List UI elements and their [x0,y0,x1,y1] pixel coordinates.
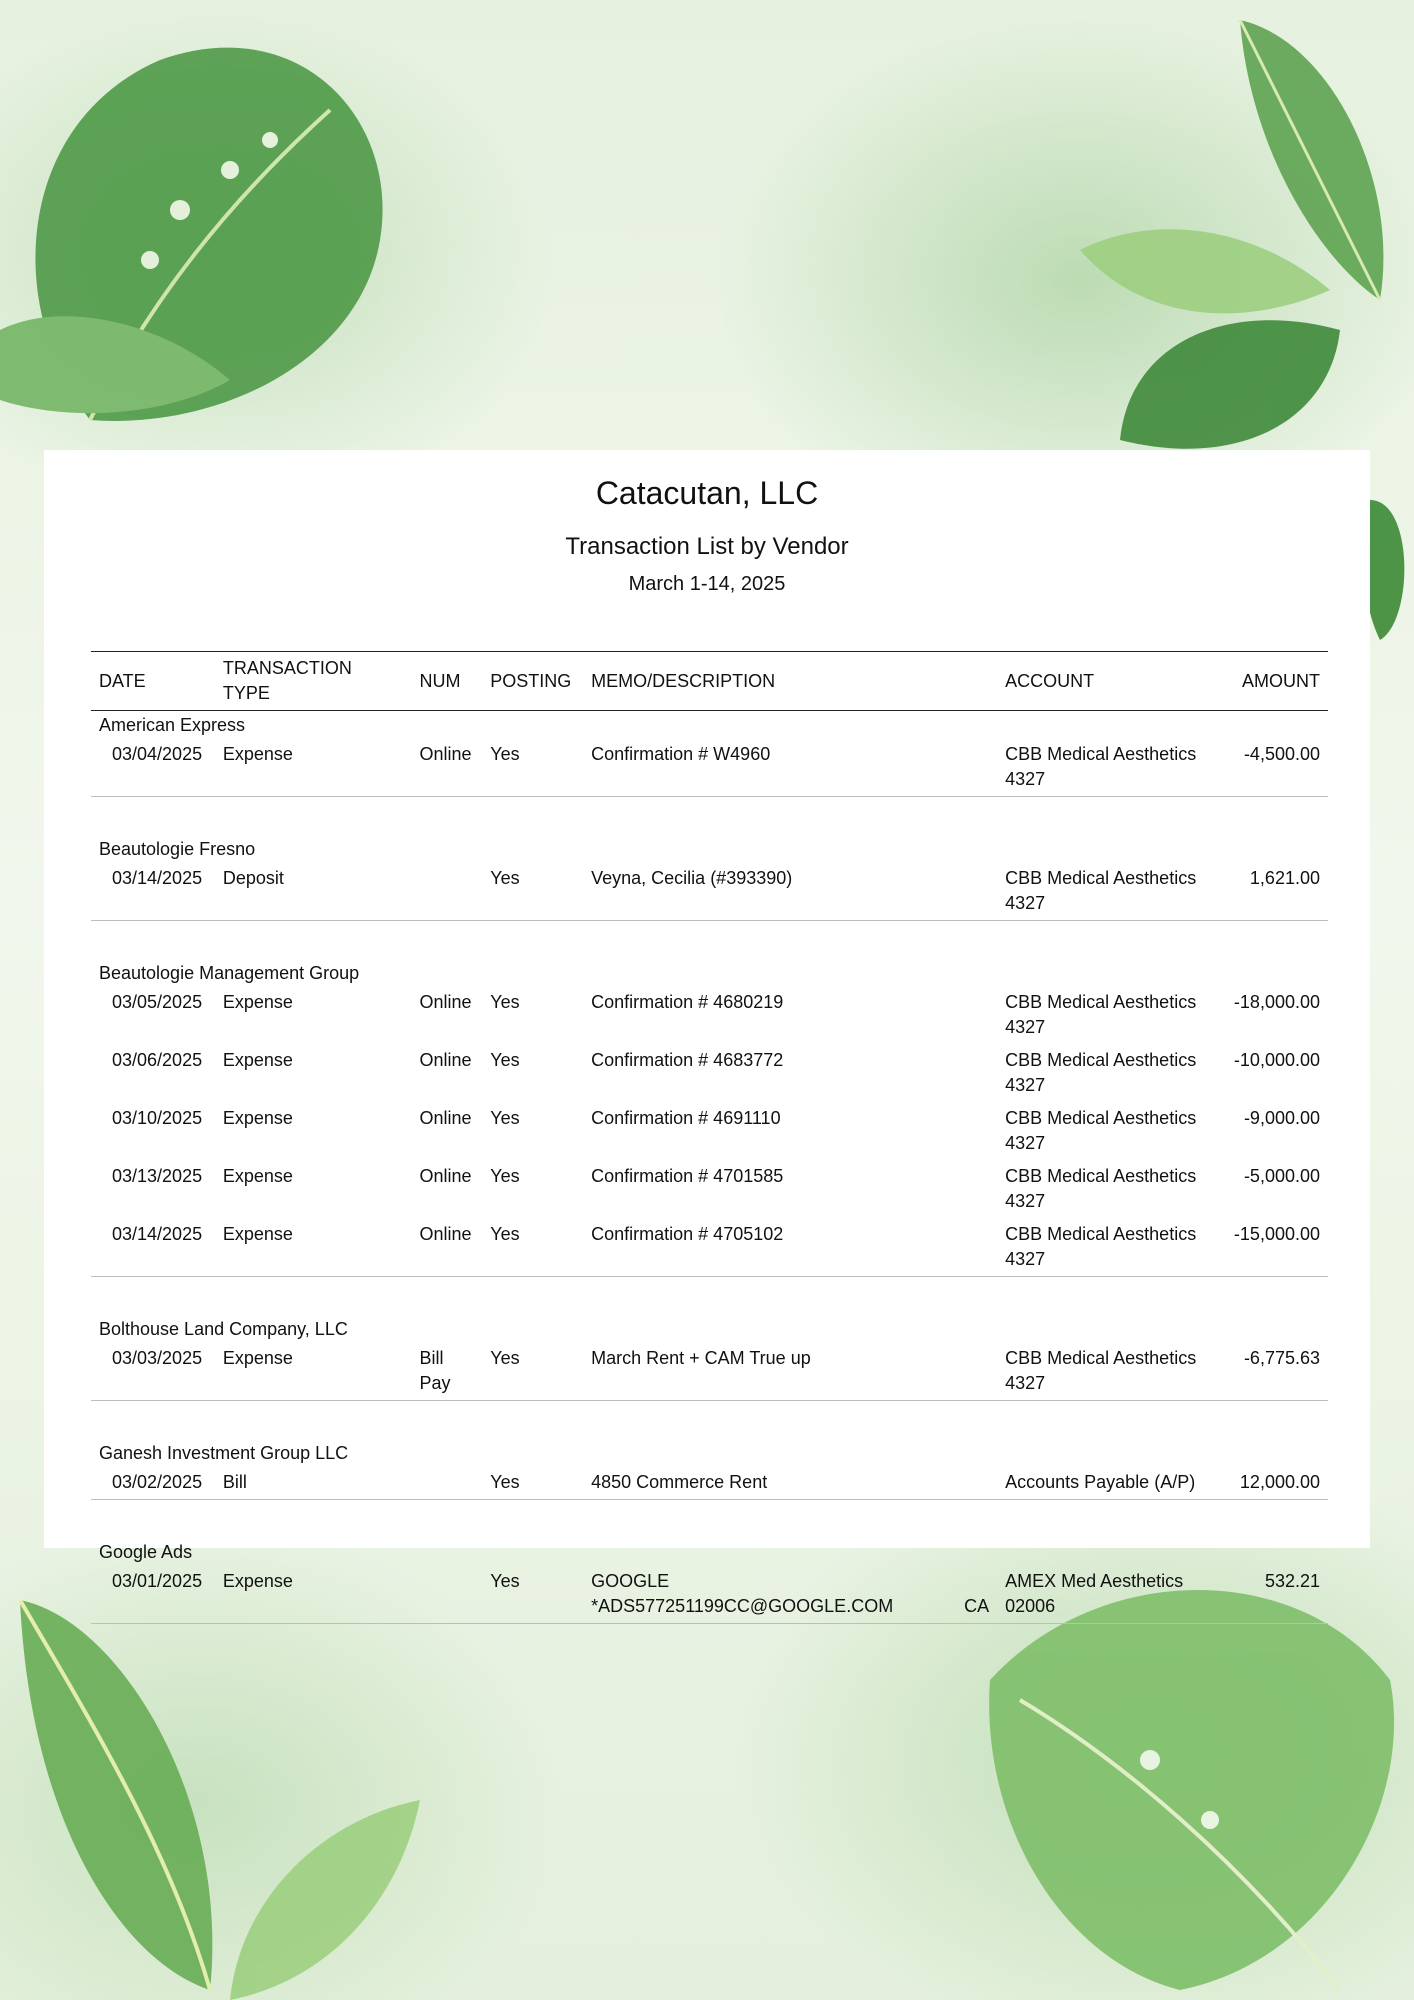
cell-memo [583,1565,997,1624]
vendor-name: Bolthouse Land Company, LLC [99,1319,348,1339]
vendor-header-row [91,1538,1328,1565]
cell-amount: 1,621.00 [1222,862,1328,921]
cell-amount: -9,000.00 [1243,1108,1320,1128]
vendor-name: Ganesh Investment Group LLC [99,1443,349,1463]
cell-memo [583,738,997,797]
cell-type: Expense [222,1166,293,1186]
vendor-header-row [91,835,1328,862]
vendor-header-row [91,711,1328,739]
memo-content [591,990,989,1015]
cell-date: 03/06/2025 [112,1050,203,1070]
cell-posting: Yes [490,1108,520,1128]
column-header-amount: AMOUNT [1222,652,1328,711]
cell-type: Expense [222,992,293,1012]
cell-num: Online [411,1218,482,1277]
cell-num: Bill Pay [411,1342,482,1401]
cell-date: 03/10/2025 [112,1108,203,1128]
cell-type: Expense [215,1565,412,1624]
cell-num [411,1466,482,1500]
cell-memo [583,1044,997,1102]
cell-posting: Yes [482,1218,583,1277]
column-header-date: DATE [91,652,215,711]
memo-content [591,1048,989,1073]
cell-amount: 532.21 [1222,1565,1328,1624]
cell-num [411,862,482,921]
cell-date: 03/13/2025 [112,1166,203,1186]
cell-posting: Yes [490,992,520,1012]
group-spacer [91,1500,1328,1539]
cell-amount: -15,000.00 [1222,1218,1328,1277]
group-spacer [91,1401,1328,1440]
vendor-header-row [91,1439,1328,1466]
cell-date: 03/02/2025 [91,1466,215,1500]
column-header-type: TRANSACTION TYPE [215,652,412,711]
memo-text: Veyna, Cecilia (#393390) [591,868,793,888]
cell-num: Online [419,992,472,1012]
cell-account: CBB Medical Aesthetics 4327 [1005,1050,1197,1095]
table-row [91,1466,1328,1500]
cell-num [411,1565,482,1624]
report-title: Transaction List by Vendor [565,533,849,560]
cell-type: Expense [222,1108,293,1128]
group-spacer-cell [91,1500,1328,1539]
cell-memo [583,1160,997,1218]
vendor-name: Beautologie Management Group [99,963,360,983]
cell-date: 03/04/2025 [91,738,215,797]
cell-account: CBB Medical Aesthetics 4327 [997,1342,1222,1401]
company-name: Catacutan, LLC [595,475,819,511]
cell-date: 03/05/2025 [112,992,203,1012]
table-row [91,1102,1328,1160]
cell-type: Expense [222,1050,293,1070]
cell-posting: Yes [482,1466,583,1500]
report-period: March 1-14, 2025 [628,573,786,595]
cell-date: 03/01/2025 [91,1565,215,1624]
group-spacer [91,1277,1328,1316]
column-header-num: NUM [411,652,482,711]
column-header-account: ACCOUNT [997,652,1222,711]
memo-state: CA [964,1596,990,1616]
memo-text: Confirmation # W4960 [591,744,771,764]
group-spacer-cell [91,797,1328,836]
cell-posting: Yes [482,862,583,921]
group-spacer [91,921,1328,960]
memo-content [591,866,989,891]
table-row [91,1342,1328,1401]
cell-posting: Yes [482,1342,583,1401]
cell-memo [583,862,997,921]
cell-date: 03/14/2025 [91,862,215,921]
group-spacer-cell [91,1401,1328,1440]
memo-content [591,1470,989,1495]
table-row [91,986,1328,1044]
cell-memo [583,1466,997,1500]
memo-text: Confirmation # 4705102 [591,1224,784,1244]
table-header-row [91,652,1328,711]
cell-account: CBB Medical Aesthetics 4327 [997,1218,1222,1277]
cell-date: 03/14/2025 [91,1218,215,1277]
memo-content [591,1164,989,1189]
memo-text: Confirmation # 4691110 [591,1108,781,1128]
report-sheet [44,450,1370,1616]
cell-type: Deposit [215,862,412,921]
cell-posting: Yes [490,1050,520,1070]
memo-text: Confirmation # 4680219 [591,992,784,1012]
cell-amount: -5,000.00 [1243,1166,1320,1186]
cell-amount: 12,000.00 [1222,1466,1328,1500]
column-header-memo: MEMO/DESCRIPTION [583,652,997,711]
memo-content [591,742,989,767]
memo-content [591,1222,989,1247]
group-spacer-cell [91,1277,1328,1316]
cell-account: CBB Medical Aesthetics 4327 [1005,992,1197,1037]
memo-text: March Rent + CAM True up [591,1348,811,1368]
memo-content [591,1346,989,1371]
cell-account: AMEX Med Aesthetics 02006 [997,1565,1222,1624]
cell-posting: Yes [482,738,583,797]
table-row [91,1218,1328,1277]
vendor-name: Beautologie Fresno [99,839,256,859]
vendor-header-row [91,959,1328,986]
cell-posting: Yes [482,1565,583,1624]
cell-num: Online [419,1166,472,1186]
memo-text: 4850 Commerce Rent [591,1472,768,1492]
cell-account: CBB Medical Aesthetics 4327 [1005,1108,1197,1153]
cell-account: CBB Medical Aesthetics 4327 [1005,1166,1197,1211]
vendor-header-row [91,1315,1328,1342]
cell-num: Online [419,1108,472,1128]
cell-memo [583,1342,997,1401]
table-row [91,1044,1328,1102]
transaction-table [91,651,1328,1624]
cell-amount: -10,000.00 [1233,1050,1320,1070]
cell-posting: Yes [490,1166,520,1186]
cell-type: Bill [215,1466,412,1500]
memo-content [591,1569,989,1619]
cell-memo [583,986,997,1044]
memo-text: GOOGLE *ADS577251199CC@GOOGLE.COM [591,1571,894,1616]
vendor-name: American Express [99,715,246,735]
cell-memo [583,1102,997,1160]
cell-type: Expense [215,1218,412,1277]
cell-num: Online [411,738,482,797]
cell-amount: -6,775.63 [1222,1342,1328,1401]
memo-text: Confirmation # 4701585 [591,1166,784,1186]
cell-date: 03/03/2025 [91,1342,215,1401]
memo-content [591,1106,989,1131]
group-spacer-cell [91,921,1328,960]
cell-memo [583,1218,997,1277]
table-body [91,711,1328,1624]
memo-text: Confirmation # 4683772 [591,1050,784,1070]
cell-type: Expense [215,738,412,797]
cell-num: Online [419,1050,472,1070]
vendor-name: Google Ads [99,1542,193,1562]
table-row [91,862,1328,921]
table-row [91,1160,1328,1218]
transaction-table-wrapper [91,651,1328,1624]
group-spacer [91,797,1328,836]
column-header-posting: POSTING [482,652,583,711]
cell-account: CBB Medical Aesthetics 4327 [997,862,1222,921]
cell-type: Expense [215,1342,412,1401]
table-row [91,738,1328,797]
cell-amount: -4,500.00 [1222,738,1328,797]
cell-account: CBB Medical Aesthetics 4327 [997,738,1222,797]
table-row [91,1565,1328,1624]
cell-amount: -18,000.00 [1233,992,1320,1012]
cell-account: Accounts Payable (A/P) [997,1466,1222,1500]
